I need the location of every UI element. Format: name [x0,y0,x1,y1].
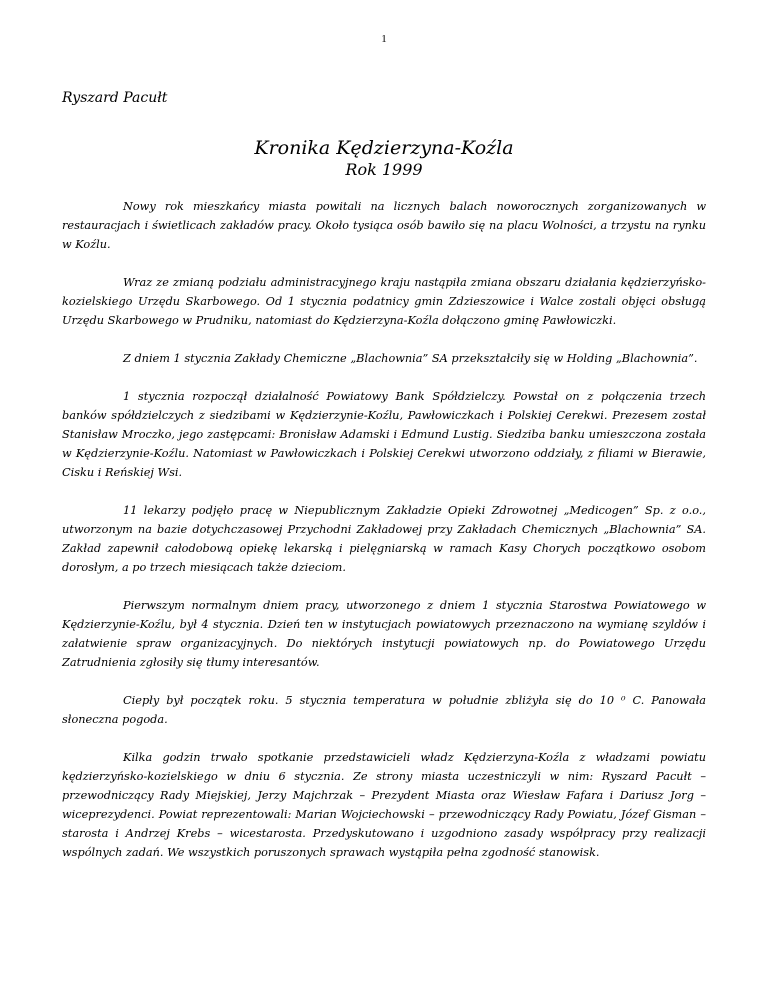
document-body [62,90,706,881]
paragraph: Wraz ze zmianą podziału administracyjnego kraju nastąpiła zmiana obszaru działania kędzierzyńsko-kozielskiego Urzędu Skarbowego. Od 1 stycznia podatnicy gmin Zdzieszowice i Walce zostali objęci obsługą Urzędu Skarbowego w Prudniku, natomiast do Kędzierzyna-Koźla dołączono gminę Pawłowiczki. [62,276,706,327]
document-title: Kronika Kędzierzyna-Koźla [254,137,514,159]
paragraph: 11 lekarzy podjęło pracę w Niepublicznym Zakładzie Opieki Zdrowotnej „Medicogen” Sp. z o.o., utworzonym na bazie dotychczasowej Przychodni Zakładowej przy Zakładach Chemicznych „Blachownia” SA. Zakład zapewnił całodobową opiekę lekarską i pielęgniarską w ramach Kasy Chorych początkowo osobom dorosłym, a po trzech miesiącach także dzieciom. [62,504,706,574]
paragraph: Kilka godzin trwało spotkanie przedstawicieli władz Kędzierzyna-Koźla z władzami powiatu kędzierzyńsko-kozielskiego w dniu 6 stycznia. Ze strony miasta uczestniczyli w nim: Ryszard Pacułt – przewodniczący Rady Miejskiej, Jerzy Majchrzak – Prezydent Miasta oraz Wiesław Fafara i Dariusz Jorg – wiceprezydenci. Powiat reprezentowali: Marian Wojciechowski – przewodniczący Rady Powiatu, Józef Gisman – starosta i Andrzej Krebs – wicestarosta. Przedyskutowano i uzgodniono zasady współpracy przy realizacji wspólnych zadań. We wszystkich poruszonych sprawach wystąpiła pełna zgodność stanowisk. [62,751,706,859]
paragraph: Nowy rok mieszkańcy miasta powitali na licznych balach noworocznych zorganizowanych w restauracjach i świetlicach zakładów pracy. Około tysiąca osób bawiło się na placu Wolności, a trzystu na rynku w Koźlu. [62,200,706,251]
document-subtitle: Rok 1999 [345,160,423,179]
paragraph: Z dniem 1 stycznia Zakłady Chemiczne „Blachownia” SA przekształciły się w Holding „Blachownia”. [123,352,698,365]
paragraph: Pierwszym normalnym dniem pracy, utworzonego z dniem 1 stycznia Starostwa Powiatowego w Kędzierzynie-Koźlu, był 4 stycznia. Dzień ten w instytucjach powiatowych przeznaczono na wymianę szyldów i załatwienie spraw organizacyjnych. Do niektórych instytucji powiatowych np. do Powiatowego Urzędu Zatrudnienia zgłosiły się tłumy interesantów. [62,599,706,669]
page-number: 1 [381,33,387,45]
paragraph: 1 stycznia rozpoczął działalność Powiatowy Bank Spółdzielczy. Powstał on z połączenia trzech banków spółdzielczych z siedzibami w Kędzierzynie-Koźlu, Pawłowiczkach i Polskiej Cerekwi. Prezesem został Stanisław Mroczko, jego zastępcami: Bronisław Adamski i Edmund Lustig. Siedziba banku umieszczona została w Kędzierzynie-Koźlu. Natomiast w Pawłowiczkach i Polskiej Cerekwi utworzono oddziały, z filiami w Bierawie, Cisku i Reńskiej Wsi. [62,390,706,479]
paragraph: Ciepły był początek roku. 5 stycznia temperatura w południe zbliżyła się do 10 ⁰ C. Panowała słoneczna pogoda. [62,694,706,726]
author-name: Ryszard Pacułt [62,90,168,106]
